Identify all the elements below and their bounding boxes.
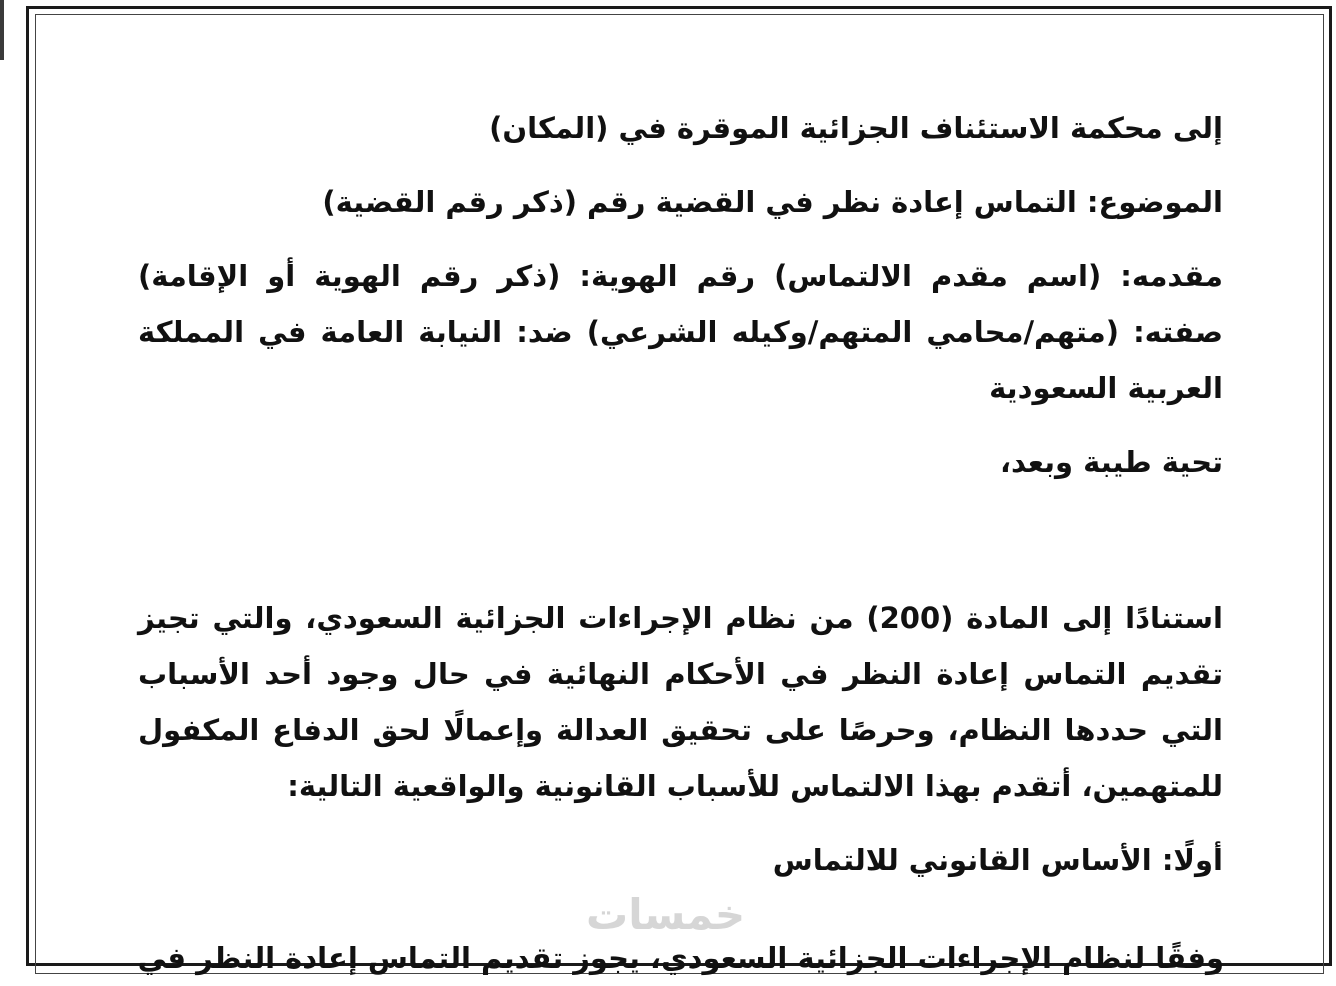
intro-paragraph: استنادًا إلى المادة (200) من نظام الإجراءات الجزائية السعودي، والتي تجيز تقديم التماس إعادة النظر في الأحكام النهائية في حال وجود أحد الأسباب التي حددها النظام، وحرصًا على تحقيق العدالة وإعمالًا لحق الدفاع المكفول للمتهمين، أتقدم بهذا الالتماس للأسباب القانونية والواقعية التالية: (138, 601, 1223, 803)
watermark-logo: خمسات (586, 890, 746, 939)
left-edge-strip (0, 0, 4, 60)
section-1-heading: أولًا: الأساس القانوني للالتماس (772, 843, 1223, 877)
greeting-line: تحية طيبة وبعد، (999, 445, 1223, 479)
applicant-paragraph: مقدمه: (اسم مقدم الالتماس) رقم الهوية: (ذكر رقم الهوية أو الإقامة) صفته: (متهم/محامي المتهم/وكيله الشرعي) ضد: النيابة العامة في المملكة العربية السعودية (138, 259, 1223, 405)
cut-off-line: وفقًا لنظام الإجراءات الجزائية السعودي، يجوز تقديم التماس إعادة النظر في (137, 941, 1224, 975)
recipient-line: إلى محكمة الاستئناف الجزائية الموقرة في (المكان) (489, 111, 1223, 145)
subject-line: الموضوع: التماس إعادة نظر في القضية رقم (ذكر رقم القضية) (322, 185, 1223, 219)
document-body (138, 100, 1223, 888)
